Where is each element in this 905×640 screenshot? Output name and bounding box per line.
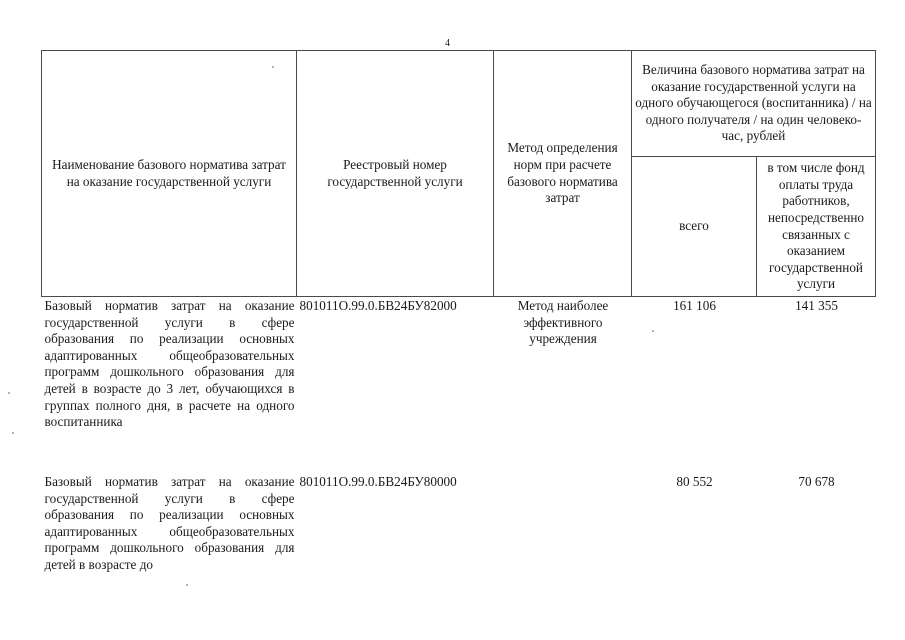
header-registry-number: Реестровый номер государственной услуги bbox=[297, 51, 494, 297]
scan-speck bbox=[272, 66, 274, 68]
page-number: 4 bbox=[445, 38, 450, 49]
table-row bbox=[42, 297, 876, 467]
header-norm-value: Величина базового норматива затрат на оказание государственной услуги на одного обучающегося (воспитанника) / на одного получателя / на один человеко-час, рублей bbox=[632, 51, 876, 157]
table-header bbox=[42, 51, 876, 297]
row-total: 80 552 bbox=[676, 474, 713, 489]
scan-speck bbox=[8, 392, 10, 394]
scan-speck bbox=[12, 432, 14, 434]
row-wage-fund: 70 678 bbox=[798, 474, 835, 489]
row-norm-name: Базовый норматив затрат на оказание государственной услуги в сфере образования по реализации основных адаптированных общеобразовательных программ дошкольного образования для детей в возрасте до 3 лет, обучающихся в группах полного дня, в расчете на одного воспитанника bbox=[44, 298, 295, 430]
header-norm-name: Наименование базового норматива затрат на оказание государственной услуги bbox=[42, 51, 297, 297]
row-registry-number: 801011О.99.0.БВ24БУ82000 bbox=[299, 298, 457, 313]
table-row bbox=[42, 466, 876, 574]
header-method: Метод определения норм при расчете базового норматива затрат bbox=[494, 51, 632, 297]
row-norm-name: Базовый норматив затрат на оказание государственной услуги в сфере образования по реализации основных адаптированных общеобразовательных программ дошкольного образования для детей в возрасте до bbox=[44, 474, 295, 572]
scan-speck bbox=[186, 584, 188, 586]
row-total: 161 106 bbox=[673, 298, 716, 313]
table-body bbox=[42, 297, 876, 574]
row-method: Метод наиболее эффективного учреждения bbox=[517, 298, 609, 347]
base-norms-table bbox=[41, 50, 876, 574]
header-wage-fund: в том числе фонд оплаты труда работников, непосредственно связанных с оказанием государственной услуги bbox=[757, 157, 876, 297]
header-total: всего bbox=[632, 157, 757, 297]
scan-speck bbox=[652, 330, 654, 332]
row-method bbox=[494, 466, 632, 574]
row-registry-number: 801011О.99.0.БВ24БУ80000 bbox=[299, 474, 457, 489]
row-wage-fund: 141 355 bbox=[795, 298, 838, 313]
